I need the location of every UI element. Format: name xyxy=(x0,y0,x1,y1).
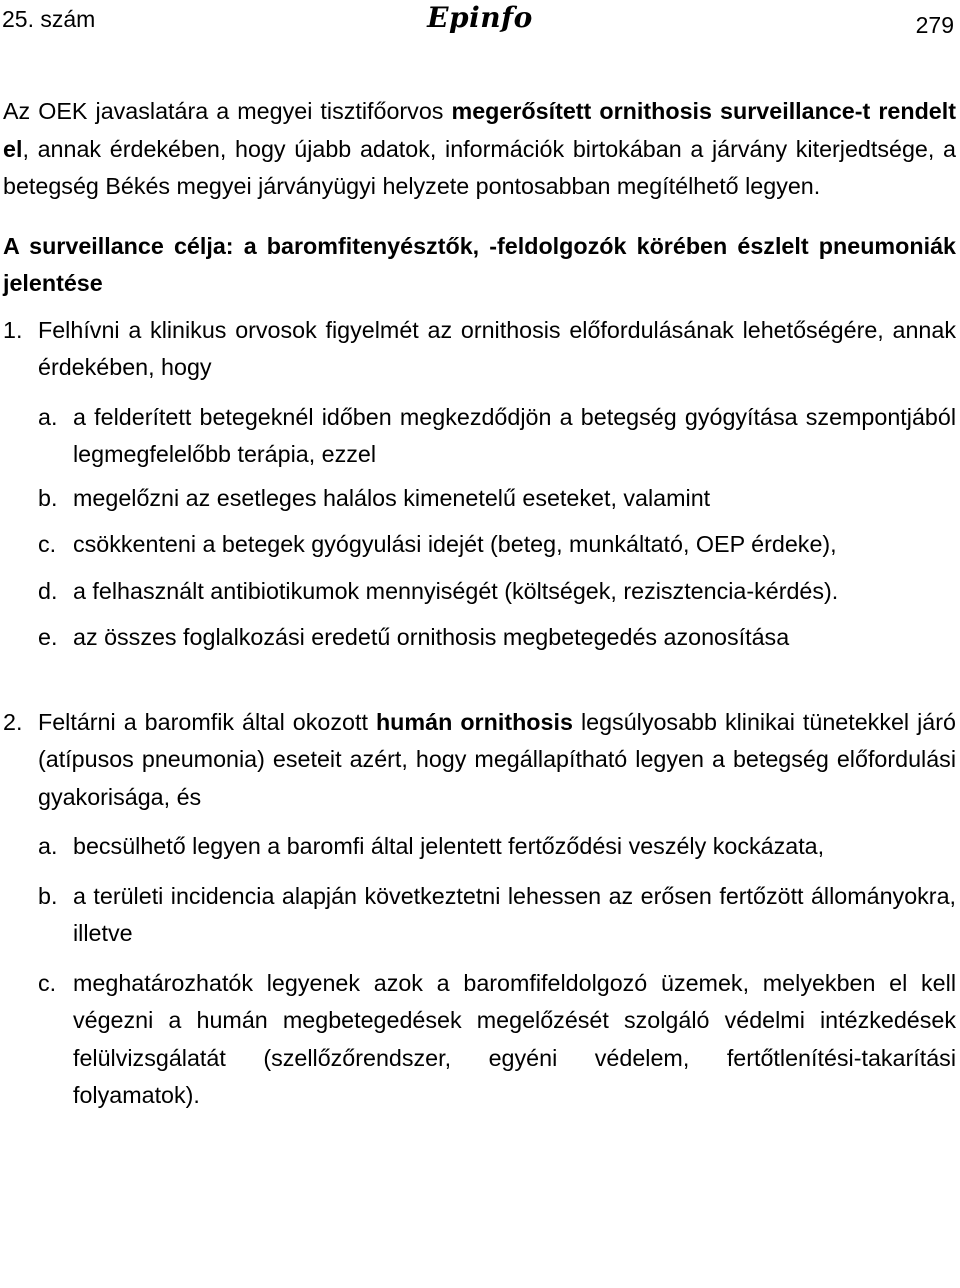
list-letter: b. xyxy=(38,484,58,511)
document-body xyxy=(3,93,956,1115)
page-header xyxy=(0,0,960,44)
issue-number: 25. szám xyxy=(2,6,96,32)
list-item-text: megelőzni az esetleges halálos kimenetelű eseteket, valamint xyxy=(73,484,711,511)
list-item-2c xyxy=(3,965,956,1115)
list-item-text: Felhívni a klinikus orvosok figyelmét az ornithosis előfordulásának lehetőségére, annak érdekében, hogy xyxy=(38,316,956,380)
list-item-text: a felhasznált antibiotikumok mennyiségét (költségek, rezisztencia-kérdés). xyxy=(73,577,839,604)
list-number: 2. xyxy=(3,708,23,735)
list-item-2 xyxy=(3,704,956,817)
list-letter: a. xyxy=(38,403,58,430)
list-letter: e. xyxy=(38,624,58,650)
list-letter: d. xyxy=(38,577,58,604)
intro-paragraph xyxy=(3,93,956,206)
list-item-text: a területi incidencia alapján következtetni lehessen az erősen fertőzött állományokra, illetve xyxy=(73,882,956,946)
publication-title: Epinfo xyxy=(427,1,533,34)
list-item-text: a felderített betegeknél időben megkezdődjön a betegség gyógyítása szempontjából legmegfelelőbb terápia, ezzel xyxy=(73,403,956,467)
list-item-1d xyxy=(3,573,956,611)
list-letter: a. xyxy=(38,833,58,859)
list-item-1e xyxy=(3,619,956,657)
list-item-2a xyxy=(3,828,956,866)
list-item-text: becsülhető legyen a baromfi által jelentett fertőződési veszély kockázata, xyxy=(73,833,825,859)
surveillance-goal-heading: A surveillance célja: a baromfitenyésztők, -feldolgozók körében észlelt pneumoniák jelentése xyxy=(3,232,956,296)
intro-text-2: , annak érdekében, hogy újabb adatok, információk birtokában a járvány kiterjedtsége, a betegség Békés megyei járványügyi helyzete pontosabban megítélhető legyen. xyxy=(3,135,956,199)
intro-text-1: Az OEK javaslatára a megyei tisztifőorvos xyxy=(3,98,452,124)
list-item-1b xyxy=(3,480,956,518)
list-letter: c. xyxy=(38,531,57,557)
page-number: 279 xyxy=(915,12,954,38)
list-item-2b xyxy=(3,878,956,953)
item2-text-1: Feltárni a baromfik által okozott xyxy=(38,708,376,735)
intro-bold-text: megerősített ornithosis surveillance-t rendelt el xyxy=(3,98,956,162)
list-letter: c. xyxy=(38,969,57,996)
item2-text-2: legsúlyosabb klinikai tünetekkel járó (atípusos pneumonia) eseteit azért, hogy megállapítható legyen a betegség előfordulási gyakorisága, és xyxy=(38,708,956,810)
list-item-1 xyxy=(3,312,956,387)
list-item-text xyxy=(38,704,956,817)
list-number: 1. xyxy=(3,316,23,343)
list-item-text: az összes foglalkozási eredetű ornithosis megbetegedés azonosítása xyxy=(73,624,790,650)
item2-bold-text: humán ornithosis xyxy=(375,708,573,735)
list-item-1c xyxy=(3,526,956,564)
list-item-text: csökkenteni a betegek gyógyulási idejét (beteg, munkáltató, OEP érdeke), xyxy=(73,531,837,557)
list-item-text: meghatározhatók legyenek azok a baromfifeldolgozó üzemek, melyekben el kell végezni a humán megbetegedések megelőzését szolgáló védelmi intézkedések felülvizsgálatát (szellőzőrendszer, egyéni védelem, fertőtlenítési-takarítási folyamatok). xyxy=(73,969,956,1108)
list-item-1a xyxy=(3,399,956,474)
list-letter: b. xyxy=(38,882,58,909)
